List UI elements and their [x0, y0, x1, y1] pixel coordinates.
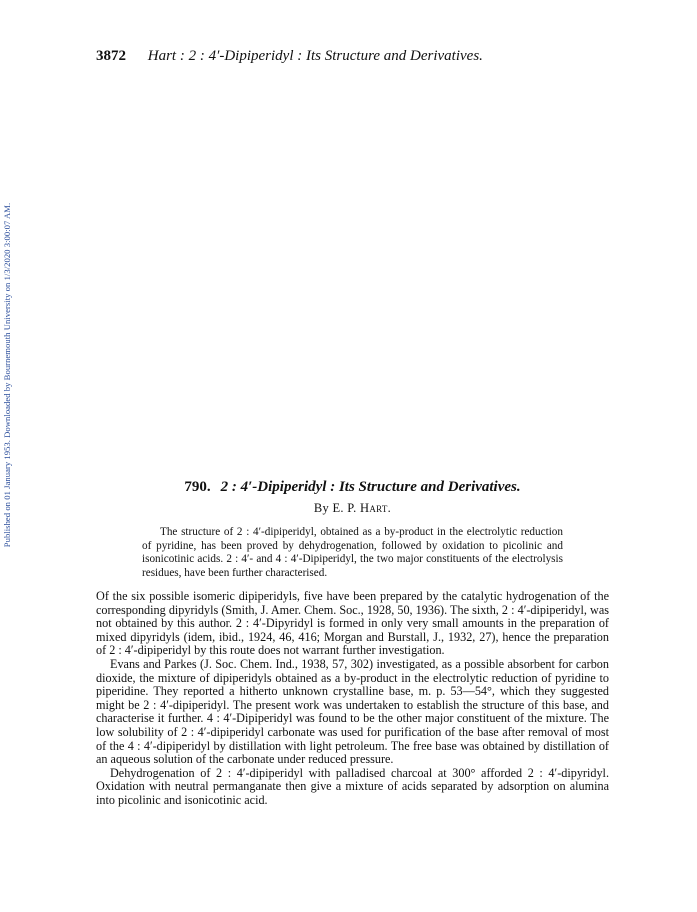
body-paragraph: Evans and Parkes (J. Soc. Chem. Ind., 1938, 57, 302) investigated, as a possible absorbent for carbon dioxide, the mixture of dipiperidyls obtained as a by-product in the electrolytic reduction of pyridine to piperidine. They reported a hitherto unknown crystalline base, m. p. 53—54°, which they suggested might be 2 : 4′-dipiperidyl. The present work was undertaken to establish the structure of this base, and characterise it further. 4 : 4′-Dipiperidyl was found to be the other major constituent of the mixture. The low solubility of 2 : 4′-dipiperidyl carbonate was used for purification of the base after removal of most of the 4 : 4′-dipiperidyl by distillation with light petroleum. The free base was obtained by distillation of an aqueous solution of the carbonate under reduced pressure.: [96, 656, 609, 767]
page-number: 3872: [96, 48, 126, 64]
byline-prefix: By E. P.: [313, 501, 360, 515]
running-head: [96, 48, 483, 65]
body-paragraph: Dehydrogenation of 2 : 4′-dipiperidyl with palladised charcoal at 300° afforded 2 : 4′-dipyridyl. Oxidation with neutral permanganate then give a mixture of acids separated by adsorption on alumina into picolinic and isonicotinic acid.: [96, 765, 609, 807]
abstract: [142, 526, 563, 580]
article-title: [96, 479, 609, 496]
author-surname: Hart.: [360, 501, 392, 515]
article-body: [96, 590, 609, 808]
article: [96, 479, 609, 808]
download-notice: [0, 140, 14, 610]
download-notice-text: Published on 01 January 1953. Downloaded by Bournemouth University on 1/3/2020 3:00:07 AM.: [2, 202, 13, 548]
abstract-text: The structure of 2 : 4′-dipiperidyl, obtained as a by-product in the electrolytic reduction of pyridine, has been proved by dehydrogenation, followed by oxidation to picolinic and isonicotinic acids. 2 : 4′- and 4 : 4′-Dipiperidyl, the two major constituents of the electrolysis residues, have been further characterised.: [142, 526, 563, 579]
byline: [96, 501, 609, 516]
article-number: 790.: [184, 479, 211, 495]
article-title-text: 2 : 4′-Dipiperidyl : Its Structure and Derivatives.: [220, 479, 521, 495]
running-title: Hart : 2 : 4′-Dipiperidyl : Its Structure and Derivatives.: [147, 48, 483, 64]
body-paragraph: Of the six possible isomeric dipiperidyls, five have been prepared by the catalytic hydrogenation of the corresponding dipyridyls (Smith, J. Amer. Chem. Soc., 1928, 50, 1936). The sixth, 2 : 4′-dipiperidyl, was not obtained by this author. 2 : 4′-Dipyridyl is formed in only very small amounts in the preparation of mixed dipyridyls (idem, ibid., 1924, 46, 416; Morgan and Burstall, J., 1932, 27), hence the preparation of 2 : 4′-dipiperidyl by this route does not warrant further investigation.: [96, 589, 609, 658]
